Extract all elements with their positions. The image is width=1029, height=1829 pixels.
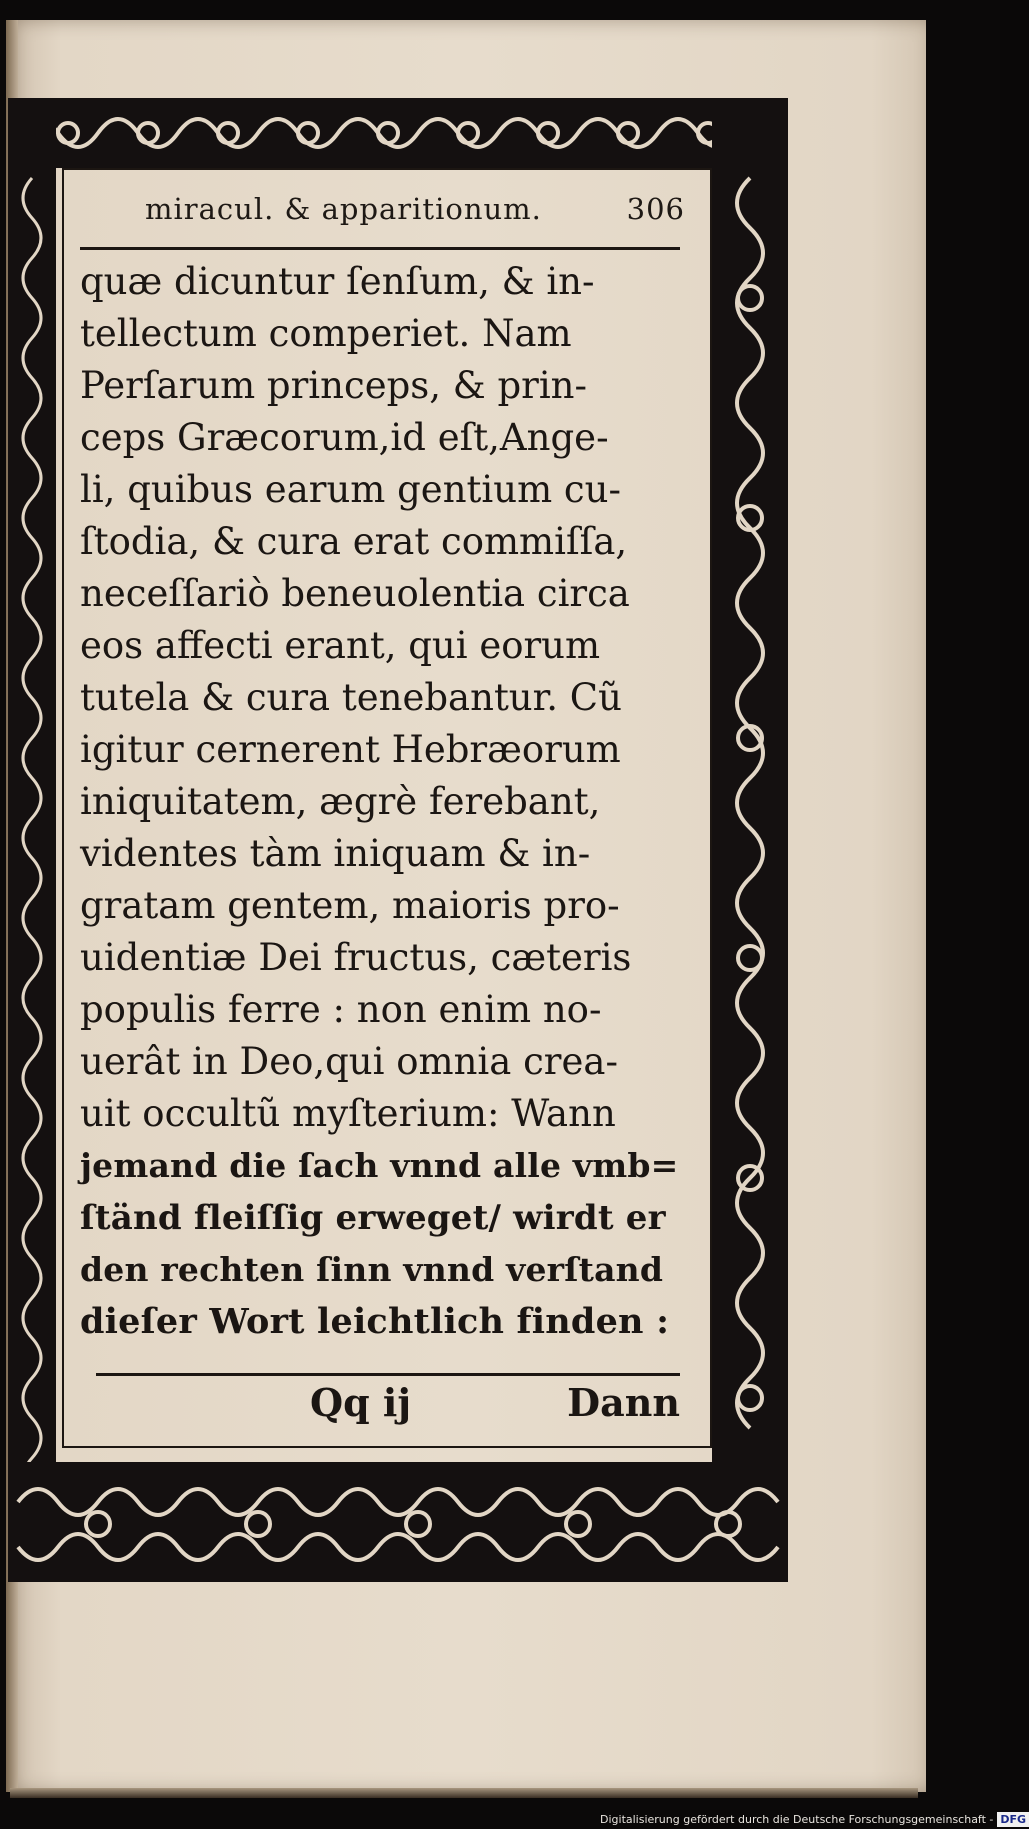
page-number: 306 [626,192,685,226]
dfg-logo: DFG [997,1812,1029,1827]
ornamental-border-right [712,98,788,1582]
body-text [80,256,680,1348]
text-line: tutela & cura tenebantur. Cũ [80,676,622,719]
text-line: gratam gentem, maioris pro- [80,884,620,927]
page-bottom-edge [10,1788,918,1798]
text-line: Perſarum princeps, & prin- [80,364,588,407]
digitization-credit [600,1810,1027,1829]
text-line-fraktur: den rechten ſinn vnnd verſtand [80,1250,664,1289]
ornamental-border-bottom [8,1462,788,1582]
frame-bottom-rule [62,1446,710,1448]
text-line: populis ferre : non enim no- [80,988,602,1031]
text-line: videntes tàm iniquam & in- [80,832,591,875]
text-line: igitur cernerent Hebræorum [80,728,621,771]
text-line: ceps Græcorum,id eſt,Ange- [80,416,609,459]
text-line: uit occultũ myſterium: Wann [80,1092,616,1135]
text-line: li, quibus earum gentium cu- [80,468,621,511]
text-line: uerât in Deo,qui omnia crea- [80,1040,618,1083]
text-line: uidentiæ Dei fructus, cæteris [80,936,632,979]
text-line-fraktur: dieſer Wort leichtlich finden : [80,1301,670,1342]
text-line: neceſſariò beneuolentia circa [80,572,630,615]
ornamental-border-left [8,98,56,1582]
signature-mark: Qq ij [310,1380,412,1425]
text-line: iniquitatem, ægrè ferebant, [80,780,601,823]
catchword: Dann [567,1380,680,1425]
footline-rule [96,1373,680,1376]
running-head [145,192,685,236]
text-line-fraktur: ſtänd fleiſſig erweget/ wirdt er [80,1198,666,1238]
running-title: miracul. & apparitionum. [145,192,542,226]
text-line: quæ dicuntur ſenſum, & in- [80,260,595,303]
text-line-fraktur: jemand die ſach vnnd alle vmb= [80,1146,679,1185]
ornamental-border-top [8,98,788,168]
page-footer [300,1380,680,1436]
digitization-credit-text: Digitalisierung gefördert durch die Deutsche Forschungsgemeinschaft - [600,1813,994,1826]
headline-rule [80,247,680,250]
text-line: ſtodia, & cura erat commiſſa, [80,520,628,563]
text-line: eos affecti erant, qui eorum [80,624,601,667]
text-line: tellectum comperiet. Nam [80,312,572,355]
frame-top-rule [62,168,710,170]
